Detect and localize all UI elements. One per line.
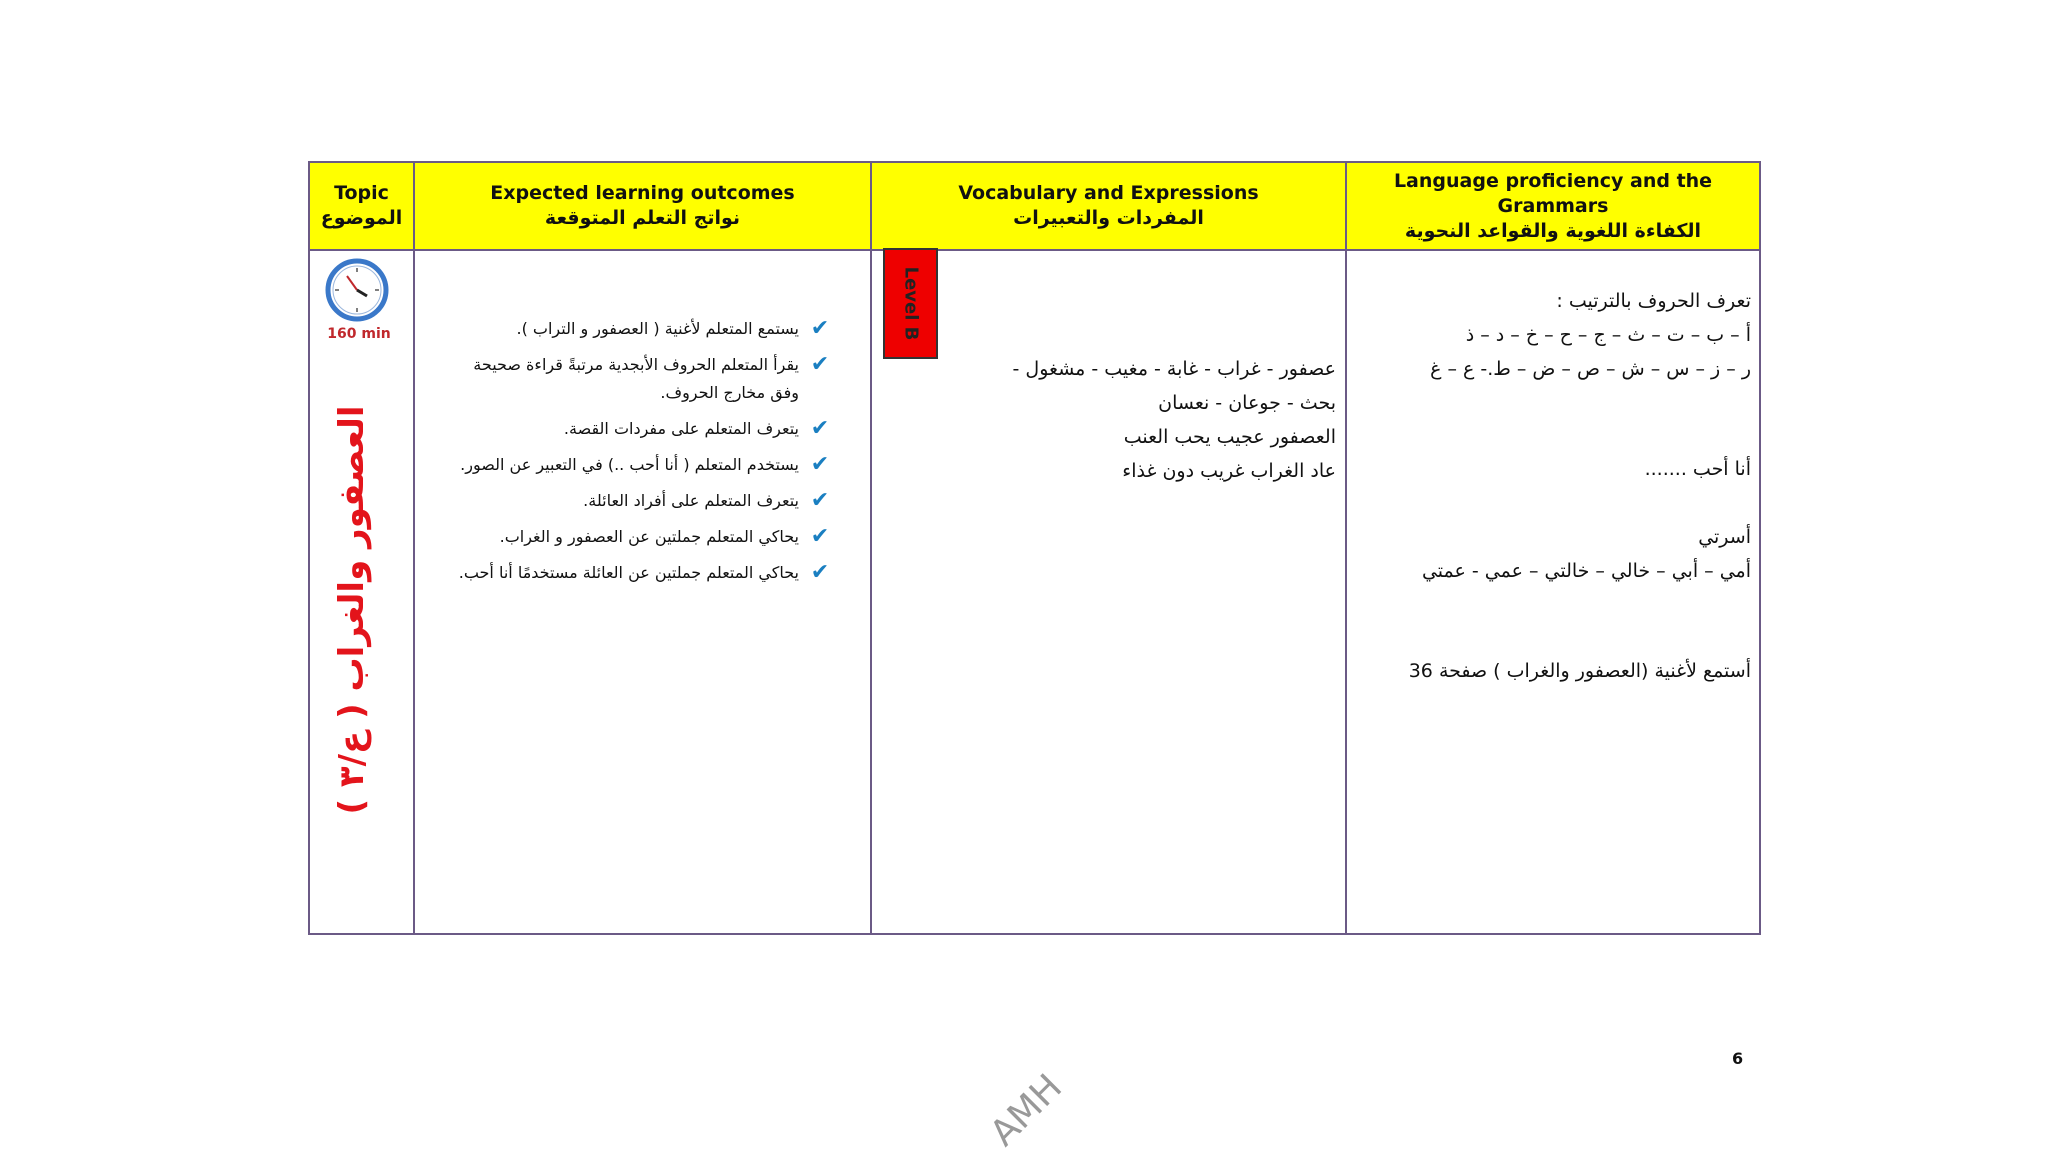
column-divider: [1345, 163, 1347, 933]
spacer: [1355, 486, 1751, 520]
header-topic-ar: الموضوع: [320, 207, 403, 229]
header-vocab-ar: المفردات والتعبيرات: [1013, 207, 1204, 229]
checkmark-icon: ✔: [810, 352, 830, 377]
outcome-text: يحاكي المتعلم جملتين عن العائلة مستخدمًا أنا أحب.: [458, 563, 799, 582]
checkmark-icon: ✔: [810, 452, 830, 477]
header-grammar-ar: الكفاءة اللغوية والقواعد النحوية: [1404, 219, 1702, 242]
clock-icon: [325, 258, 389, 322]
header-topic-en: Topic: [334, 182, 389, 204]
duration-label: 160 min: [327, 326, 391, 342]
vocabulary-list: [950, 352, 1336, 488]
grammar-line: أ – ب – ت – ث – ج – ح – خ – د – ذ: [1465, 324, 1751, 346]
outcome-item: [420, 354, 835, 376]
header-topic: [310, 163, 413, 249]
spacer: [1355, 588, 1751, 654]
outcome-item: [420, 526, 835, 548]
level-label: Level B: [900, 266, 921, 341]
outcome-item: [420, 382, 835, 404]
checkmark-icon: ✔: [810, 524, 830, 549]
outcome-text: وفق مخارج الحروف.: [660, 383, 799, 402]
header-vocab-en: Vocabulary and Expressions: [958, 182, 1259, 204]
header-outcomes-en: Expected learning outcomes: [490, 182, 795, 204]
checkmark-icon: ✔: [810, 488, 830, 513]
level-badge: [883, 248, 938, 359]
grammar-line: أستمع لأغنية (العصفور والغراب ) صفحة 36: [1408, 660, 1751, 682]
outcome-text: يقرأ المتعلم الحروف الأبجدية مرتبةً قراءة صحيحة: [473, 355, 799, 374]
outcome-item: [420, 418, 835, 440]
outcome-text: يتعرف المتعلم على مفردات القصة.: [563, 419, 799, 438]
watermark: AMH: [982, 1066, 1071, 1154]
column-divider: [870, 163, 872, 933]
header-outcomes-ar: نواتج التعلم المتوقعة: [544, 207, 741, 229]
header-grammar-en-1: Language proficiency and the: [1393, 169, 1713, 192]
outcome-item: [420, 490, 835, 512]
header-grammar: [1347, 163, 1759, 249]
outcome-text: يستخدم المتعلم ( أنا أحب ..) في التعبير عن الصور.: [460, 455, 799, 474]
outcome-item: [420, 318, 835, 340]
outcome-item: [420, 562, 835, 584]
outcome-text: يحاكي المتعلم جملتين عن العصفور و الغراب.: [499, 527, 799, 546]
header-vocabulary: [872, 163, 1345, 249]
checkmark-icon: ✔: [810, 560, 830, 585]
header-grammar-en-2: Grammars: [1497, 194, 1609, 217]
grammar-list: [1355, 284, 1751, 688]
outcomes-list: [420, 318, 835, 598]
outcome-item: [420, 454, 835, 476]
checkmark-icon: ✔: [810, 316, 830, 341]
vocab-line: بحث - جوعان - نعسان: [1158, 392, 1336, 414]
outcome-text: يستمع المتعلم لأغنية ( العصفور و التراب ).: [516, 319, 799, 338]
vocab-line: عصفور - غراب - غابة - مغيب - مشغول -: [1012, 358, 1336, 380]
grammar-line: أسرتي: [1698, 526, 1751, 548]
grammar-line: تعرف الحروف بالترتيب :: [1556, 290, 1751, 312]
grammar-line: أمي – أبي – خالي – خالتي – عمي - عمتي: [1421, 560, 1751, 582]
column-divider: [413, 163, 415, 933]
vocab-line: العصفور عجيب يحب العنب: [1123, 426, 1336, 448]
header-outcomes: [415, 163, 870, 249]
spacer: [1355, 386, 1751, 452]
page-number: 6: [1732, 1049, 1744, 1068]
vocab-line: عاد الغراب غريب دون غذاء: [1122, 460, 1336, 482]
outcome-text: يتعرف المتعلم على أفراد العائلة.: [583, 491, 799, 510]
grammar-line: ر – ز – س – ش – ص – ض – ط.- ع – غ: [1430, 358, 1751, 380]
checkmark-icon: ✔: [810, 416, 830, 441]
grammar-line: أنا أحب .......: [1644, 458, 1751, 480]
topic-title: العصفور والغراب ( ع/٣ ): [332, 405, 372, 815]
